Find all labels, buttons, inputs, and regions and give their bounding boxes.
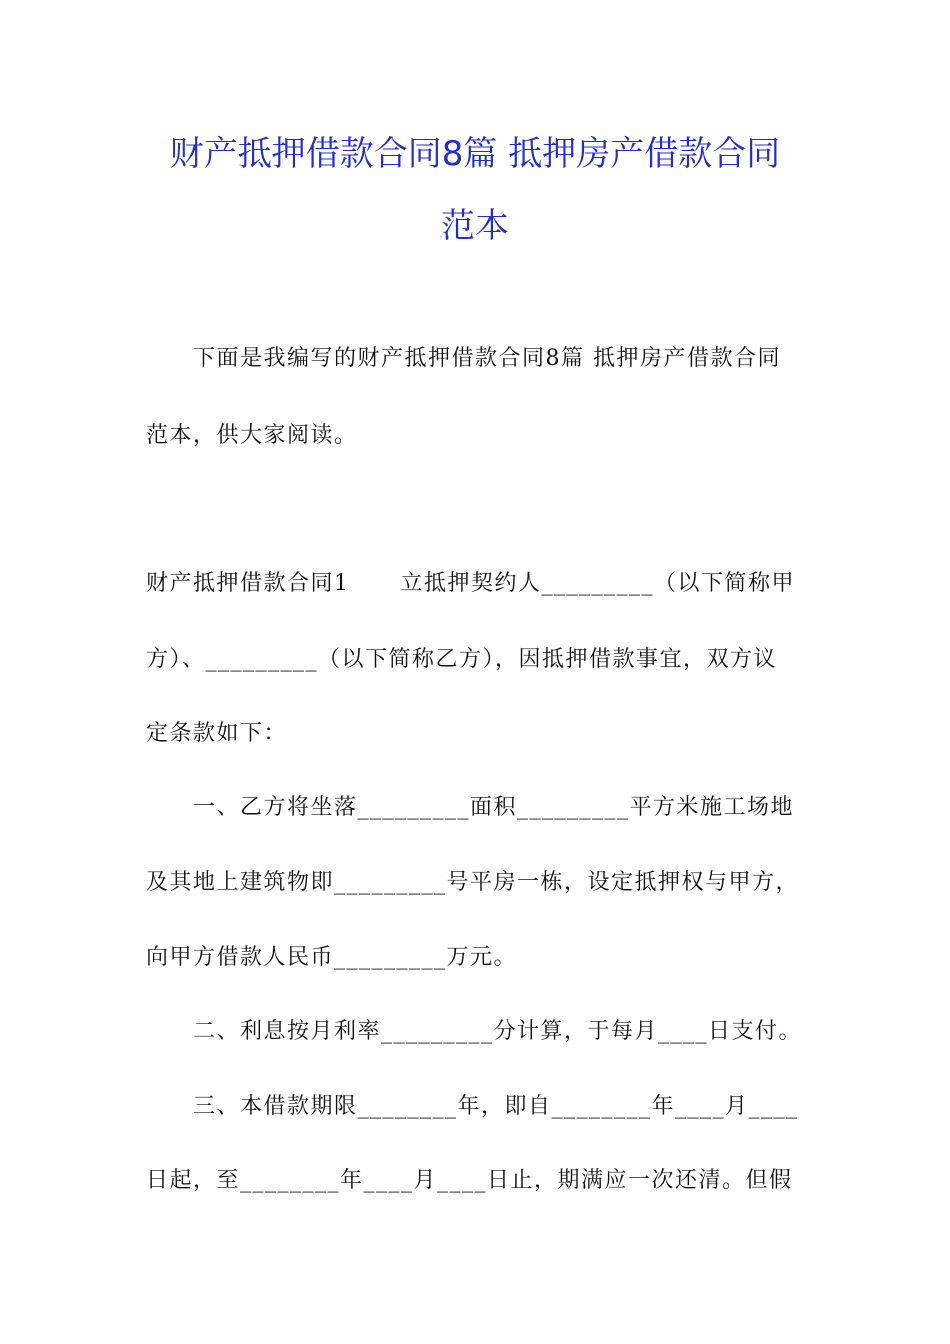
clause-1-line-2: 及其地上建筑物即_________号平房一栋，设定抵押权与甲方， [146, 870, 800, 895]
clause-3-line-2: 日起，至________年____月____日止，期满应一次还清。但假 [146, 1168, 793, 1193]
contract-heading-line-3: 定条款如下： [146, 721, 288, 746]
contract-heading-line-1: 财产抵押借款合同1 立抵押契约人_________（以下简称甲 [146, 571, 795, 596]
paragraph-intro-line-2: 范本，供大家阅读。 [146, 423, 358, 448]
document-title-line-1: 财产抵押借款合同8篇 抵押房产借款合同 [169, 134, 781, 174]
clause-1-line-3: 向甲方借款人民币_________万元。 [146, 945, 518, 970]
clause-3-line-1: 三、本借款期限________年，即自________年____月____ [193, 1094, 799, 1119]
paragraph-intro-line-1: 下面是我编写的财产抵押借款合同8篇 抵押房产借款合同 [193, 346, 781, 371]
document-title-line-2: 范本 [441, 206, 509, 246]
clause-2-line-1: 二、利息按月利率_________分计算，于每月____日支付。 [193, 1019, 803, 1044]
clause-1-line-1: 一、乙方将坐落_________面积_________平方米施工场地 [193, 795, 795, 820]
contract-heading-line-2: 方）、_________（以下简称乙方），因抵押借款事宜，双方议 [146, 647, 778, 672]
